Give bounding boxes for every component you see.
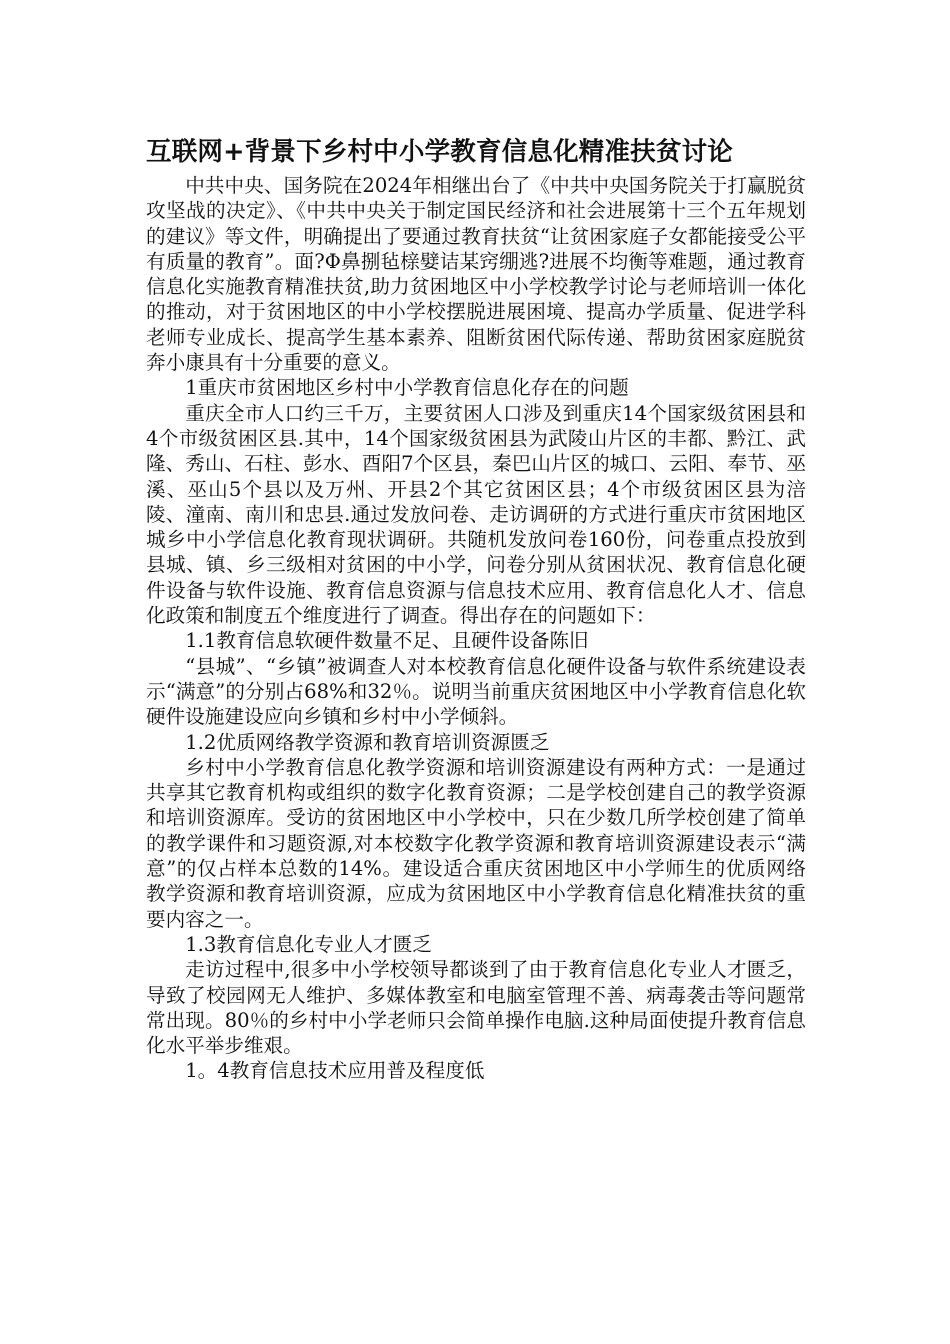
subsection-1-1-paragraph: “县城”、“乡镇”被调查人对本校教育信息化硬件设备与软件系统建设表示“满意”的分别占68%和32％。说明当前重庆贫困地区中小学教育信息化软硬件设施建设应向乡镇和乡村中小学倾斜。 xyxy=(146,654,806,729)
section-heading-1: 1重庆市贫困地区乡村中小学教育信息化存在的问题 xyxy=(185,376,629,400)
subsection-heading-1-4: 1。4教育信息技术应用普及程度低 xyxy=(185,1059,485,1083)
document-title: 互联网+背景下乡村中小学教育信息化精准扶贫讨论 xyxy=(146,137,733,167)
subsection-heading-1-1: 1.1教育信息软硬件数量不足、且硬件设备陈旧 xyxy=(185,629,589,653)
subsection-heading-1-2: 1.2优质网络教学资源和教育培训资源匮乏 xyxy=(185,730,550,754)
subsection-1-2-paragraph: 乡村中小学教育信息化教学资源和培训资源建设有两种方式：一是通过共享其它教育机构或组织的数字化教育资源；二是学校创建自己的教学资源和培训资源库。受访的贫困地区中小学校中，只在少数几所学校创建了简单的教学课件和习题资源,对本校数字化教学资源和教育培训资源建设表示“满意”的仅占样本总数的14%。建设适合重庆贫困地区中小学师生的优质网络教学资源和教育培训资源，应成为贫困地区中小学教育信息化精准扶贫的重要内容之一。 xyxy=(146,755,806,931)
section-1-paragraph: 重庆全市人口约三千万，主要贫困人口涉及到重庆14个国家级贫困县和4个市级贫困区县.其中，14个国家级贫困县为武陵山片区的丰都、黔江、武隆、秀山、石柱、彭水、酉阳7个区县，秦巴山片区的城口、云阳、奉节、巫溪、巫山5个县以及万州、开县2个其它贫困区县；4个市级贫困区县为涪陵、潼南、南川和忠县.通过发放问卷、走访调研的方式进行重庆市贫困地区城乡中小学信息化教育现状调研。共随机发放问卷160份，问卷重点投放到县城、镇、乡三级相对贫困的中小学，问卷分别从贫困状况、教育信息化硬件设备与软件设施、教育信息资源与信息技术应用、教育信息化人才、信息化政策和制度五个维度进行了调查。得出存在的问题如下： xyxy=(146,401,806,628)
intro-paragraph: 中共中央、国务院在2024年相继出台了《中共中央国务院关于打赢脱贫攻坚战的决定》、《中共中央关于制定国民经济和社会进展第十三个五年规划的建议》等文件，明确提出了要通过教育扶贫“让贫困家庭子女都能接受公平有质量的教育”。面?Φ鼻捌毡榇嬖诘某窍绷逃?进展不均衡等难题，通过教育信息化实施教育精准扶贫,助力贫困地区中小学校教学讨论与老师培训一体化的推动，对于贫困地区的中小学校摆脱进展困境、提高办学质量、促进学科老师专业成长、提高学生基本素养、阻断贫困代际传递、帮助贫困家庭脱贫奔小康具有十分重要的意义。 xyxy=(146,174,806,375)
document-page xyxy=(146,132,806,1084)
subsection-1-3-paragraph: 走访过程中,很多中小学校领导都谈到了由于教育信息化专业人才匮乏，导致了校园网无人维护、多媒体教室和电脑室管理不善、病毒袭击等问题常常出现。80％的乡村中小学老师只会简单操作电脑.这种局面使提升教育信息化水平举步维艰。 xyxy=(146,958,806,1058)
subsection-heading-1-3: 1.3教育信息化专业人才匮乏 xyxy=(185,932,432,956)
